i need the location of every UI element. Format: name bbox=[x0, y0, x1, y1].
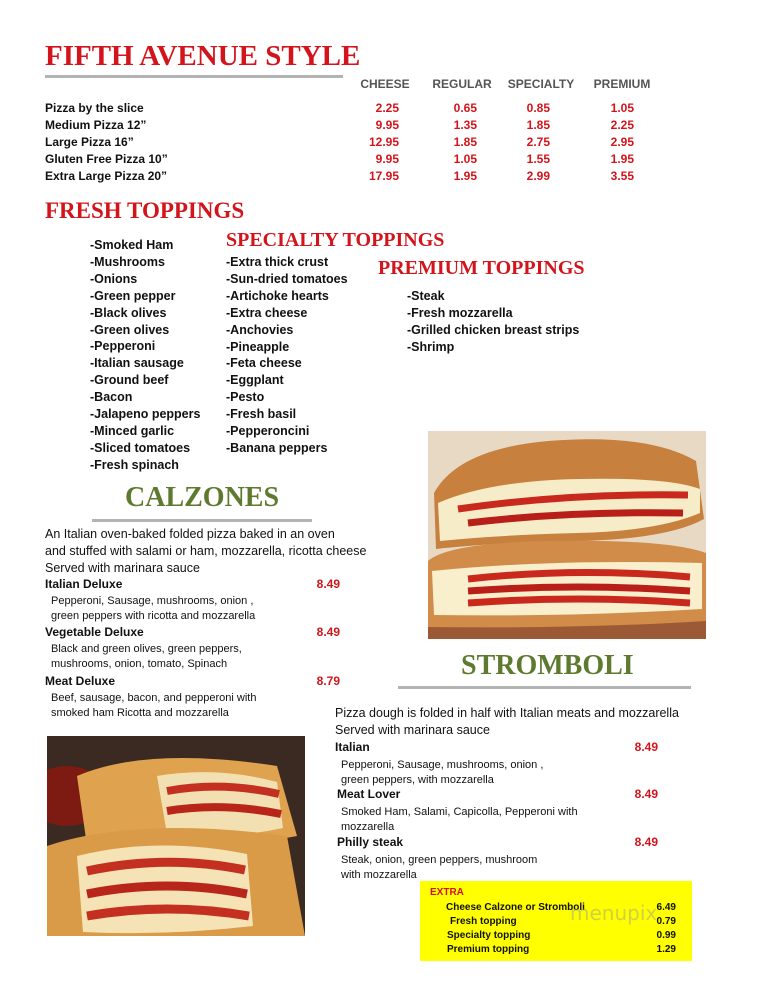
list-item: -Pineapple bbox=[226, 339, 290, 354]
description-line: green peppers, with mozzarella bbox=[341, 774, 494, 786]
list-item: -Grilled chicken breast strips bbox=[407, 322, 580, 337]
column-header-specialty: SPECIALTY bbox=[507, 77, 575, 91]
list-item: -Pepperoni bbox=[90, 339, 156, 354]
list-item: -Sun-dried tomatoes bbox=[226, 271, 348, 286]
intro-line: Served with marinara sauce bbox=[45, 561, 200, 575]
specialty-price: 2.99 bbox=[526, 169, 550, 183]
specialty-price: 0.85 bbox=[526, 101, 550, 115]
item-description bbox=[341, 758, 665, 788]
regular-price: 1.05 bbox=[453, 152, 477, 166]
description-line: Black and green olives, green peppers, bbox=[51, 643, 242, 655]
regular-price: 0.65 bbox=[453, 101, 477, 115]
stromboli-image bbox=[428, 431, 706, 639]
calzones-title: CALZONES bbox=[125, 482, 280, 513]
item-description bbox=[51, 691, 345, 721]
premium-toppings-title: PREMIUM TOPPINGS bbox=[378, 257, 585, 279]
list-item: -Eggplant bbox=[226, 373, 284, 388]
regular-price: 1.95 bbox=[453, 169, 477, 183]
list-item: -Anchovies bbox=[226, 322, 294, 337]
premium-price: 3.55 bbox=[610, 169, 634, 183]
stromboli-photo bbox=[428, 431, 706, 639]
premium-price: 1.05 bbox=[610, 101, 634, 115]
regular-price: 1.35 bbox=[453, 118, 477, 132]
calzone-image bbox=[47, 736, 305, 936]
list-item: -Bacon bbox=[90, 390, 133, 405]
list-item: -Banana peppers bbox=[226, 440, 328, 455]
item-name: Philly steak bbox=[337, 835, 404, 849]
list-item: -Steak bbox=[407, 289, 445, 303]
cheese-price: 12.95 bbox=[368, 135, 399, 149]
intro-line: Served with marinara sauce bbox=[335, 723, 490, 737]
description-line: Steak, onion, green peppers, mushroom bbox=[341, 854, 538, 866]
pizza-size-name: Pizza by the slice bbox=[45, 101, 144, 115]
specialty-toppings-title: SPECIALTY TOPPINGS bbox=[226, 229, 445, 251]
list-item: -Green olives bbox=[90, 322, 170, 337]
description-line: Pepperoni, Sausage, mushrooms, onion , bbox=[51, 595, 254, 607]
cheese-price: 9.95 bbox=[375, 118, 399, 132]
stromboli-item bbox=[337, 835, 665, 883]
list-item: -Onions bbox=[90, 271, 138, 286]
calzone-item bbox=[45, 577, 345, 624]
list-item: -Fresh spinach bbox=[90, 457, 179, 472]
item-name: Vegetable Deluxe bbox=[45, 625, 144, 639]
intro-line: Pizza dough is folded in half with Italian meats and mozzarella bbox=[335, 706, 679, 720]
list-item: -Smoked Ham bbox=[90, 238, 174, 252]
pizza-row bbox=[45, 101, 645, 118]
item-price: 8.49 bbox=[316, 577, 340, 591]
extra-item-price: 0.79 bbox=[656, 916, 676, 927]
stromboli-item bbox=[337, 787, 665, 835]
extra-item-price: 6.49 bbox=[656, 902, 676, 913]
cheese-price: 17.95 bbox=[368, 169, 399, 183]
description-line: Pepperoni, Sausage, mushrooms, onion , bbox=[341, 759, 544, 771]
stromboli-underline bbox=[398, 686, 691, 689]
item-name: Italian Deluxe bbox=[45, 577, 123, 591]
item-name: Meat Deluxe bbox=[45, 674, 116, 688]
item-name: Italian bbox=[335, 740, 370, 754]
column-header-premium: PREMIUM bbox=[593, 77, 651, 91]
item-description bbox=[341, 805, 665, 835]
description-line: mozzarella bbox=[341, 821, 395, 833]
list-item: -Artichoke hearts bbox=[226, 288, 329, 303]
list-item: -Italian sausage bbox=[90, 356, 184, 371]
fresh-toppings-list bbox=[90, 237, 220, 474]
fresh-toppings-title: FRESH TOPPINGS bbox=[45, 198, 245, 223]
intro-line: An Italian oven-baked folded pizza baked in an oven bbox=[45, 527, 335, 541]
list-item: -Green pepper bbox=[90, 288, 176, 303]
list-item: -Ground beef bbox=[90, 373, 169, 388]
description-line: mushrooms, onion, tomato, Spinach bbox=[51, 658, 228, 670]
list-item: -Black olives bbox=[90, 305, 167, 320]
title-underline bbox=[45, 75, 343, 78]
regular-price: 1.85 bbox=[453, 135, 477, 149]
specialty-price: 2.75 bbox=[526, 135, 550, 149]
premium-price: 1.95 bbox=[610, 152, 634, 166]
list-item: -Fresh mozzarella bbox=[407, 305, 513, 320]
pizza-price-table bbox=[45, 101, 645, 186]
item-description bbox=[51, 594, 345, 624]
column-header-regular: REGULAR bbox=[432, 77, 492, 91]
item-name: Meat Lover bbox=[337, 787, 401, 801]
calzone-item bbox=[45, 674, 345, 721]
extra-title: EXTRA bbox=[430, 887, 464, 898]
item-price: 8.49 bbox=[634, 787, 658, 801]
cheese-price: 2.25 bbox=[375, 101, 399, 115]
specialty-price: 1.55 bbox=[526, 152, 550, 166]
extra-box bbox=[420, 881, 692, 961]
list-item: -Pesto bbox=[226, 390, 265, 405]
list-item: -Mushrooms bbox=[90, 254, 165, 269]
stromboli-item bbox=[335, 740, 665, 788]
watermark: menupix bbox=[570, 901, 658, 925]
extra-item-name: Premium topping bbox=[447, 944, 530, 955]
pizza-size-name: Medium Pizza 12” bbox=[45, 118, 147, 132]
specialty-toppings-list bbox=[226, 254, 376, 457]
calzone-photo bbox=[47, 736, 305, 936]
list-item: -Shrimp bbox=[407, 339, 455, 354]
pizza-size-name: Large Pizza 16” bbox=[45, 135, 134, 149]
item-price: 8.49 bbox=[634, 740, 658, 754]
extra-item-name: Cheese Calzone or Stromboli bbox=[446, 902, 585, 913]
list-item: -Sliced tomatoes bbox=[90, 440, 191, 455]
calzone-item bbox=[45, 625, 345, 672]
extra-item-name: Specialty topping bbox=[447, 930, 531, 941]
description-line: Beef, sausage, bacon, and pepperoni with bbox=[51, 692, 257, 704]
pizza-row bbox=[45, 118, 645, 135]
list-item: -Feta cheese bbox=[226, 356, 302, 371]
pizza-size-name: Gluten Free Pizza 10” bbox=[45, 152, 168, 166]
premium-price: 2.25 bbox=[610, 118, 634, 132]
description-line: Smoked Ham, Salami, Capicolla, Pepperoni with bbox=[341, 806, 578, 818]
list-item: -Jalapeno peppers bbox=[90, 407, 201, 422]
list-item: -Extra thick crust bbox=[226, 255, 329, 269]
list-item: -Minced garlic bbox=[90, 423, 175, 438]
list-item: -Extra cheese bbox=[226, 305, 308, 320]
item-price: 8.49 bbox=[634, 835, 658, 849]
list-item: -Pepperoncini bbox=[226, 424, 310, 439]
calzones-intro bbox=[45, 526, 405, 577]
item-description bbox=[341, 853, 665, 883]
specialty-price: 1.85 bbox=[526, 118, 550, 132]
item-description bbox=[51, 642, 345, 672]
column-header-cheese: CHEESE bbox=[360, 77, 410, 91]
description-line: green peppers with ricotta and mozzarella bbox=[51, 610, 256, 622]
calzones-underline bbox=[92, 519, 312, 522]
description-line: smoked ham Ricotta and mozzarella bbox=[51, 707, 229, 719]
pizza-size-name: Extra Large Pizza 20” bbox=[45, 169, 168, 183]
extra-item-name: Fresh topping bbox=[450, 916, 517, 927]
pizza-section-title: FIFTH AVENUE STYLE bbox=[45, 40, 361, 72]
stromboli-title: STROMBOLI bbox=[461, 650, 634, 681]
stromboli-intro bbox=[335, 705, 735, 739]
item-price: 8.49 bbox=[316, 625, 340, 639]
item-price: 8.79 bbox=[316, 674, 340, 688]
extra-item-price: 0.99 bbox=[656, 930, 676, 941]
pizza-row bbox=[45, 169, 645, 186]
pizza-row bbox=[45, 152, 645, 169]
premium-toppings-list bbox=[407, 288, 607, 356]
extra-item-price: 1.29 bbox=[656, 944, 676, 955]
cheese-price: 9.95 bbox=[375, 152, 399, 166]
intro-line: and stuffed with salami or ham, mozzarella, ricotta cheese bbox=[45, 544, 367, 558]
premium-price: 2.95 bbox=[610, 135, 634, 149]
list-item: -Fresh basil bbox=[226, 407, 297, 422]
pizza-row bbox=[45, 135, 645, 152]
description-line: with mozzarella bbox=[341, 869, 417, 881]
